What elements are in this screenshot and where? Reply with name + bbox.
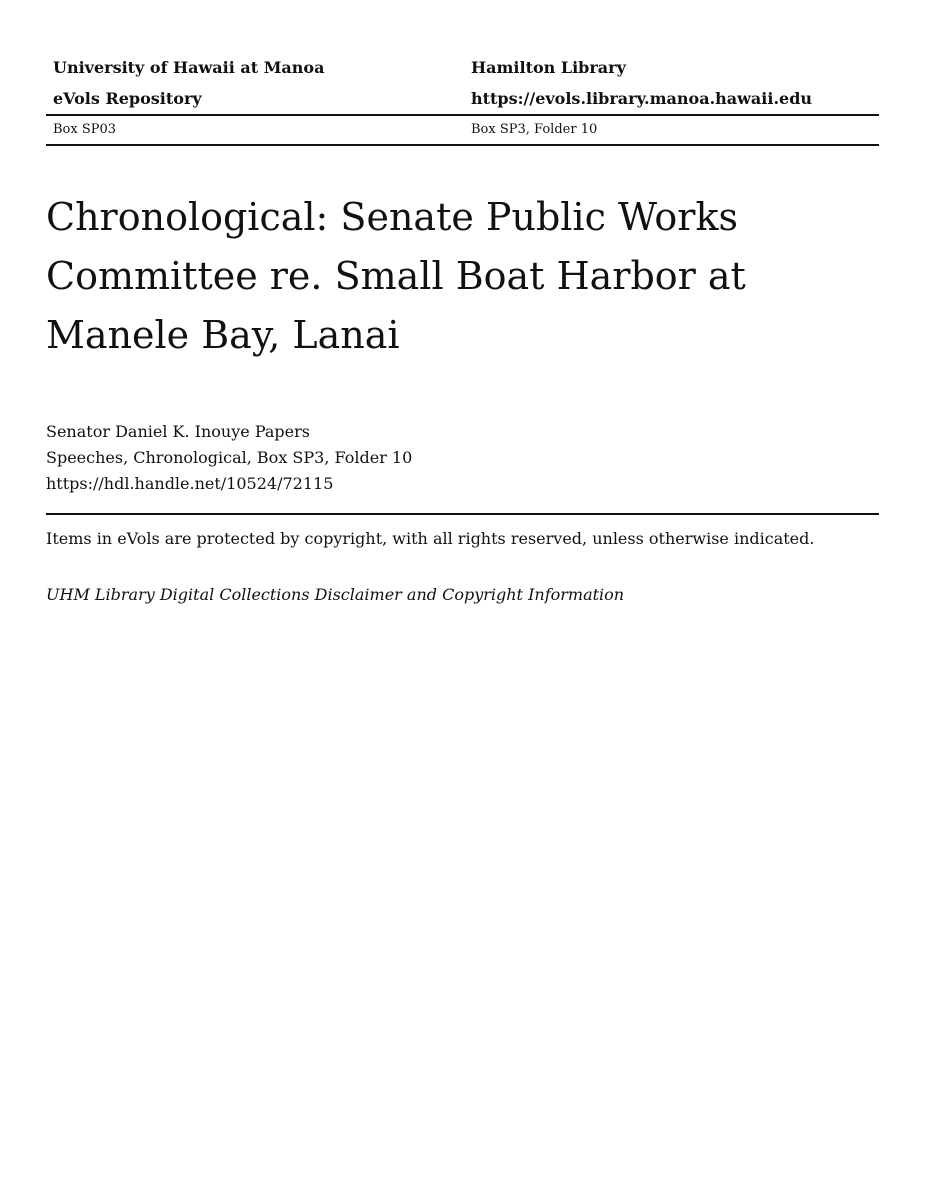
rights-statement: Items in eVols are protected by copyright, with all rights reserved, unless otherwise indicated. [46,529,815,548]
box-folder-label: Box SP3, Folder 10 [471,122,598,137]
document-title: Chronological: Senate Public Works Committee re. Small Boat Harbor at Manele Bay, Lanai [46,195,746,357]
document-metadata [46,419,412,497]
header-row-top [46,52,879,83]
content-divider [46,513,879,515]
handle-link[interactable]: https://hdl.handle.net/10524/72115 [46,474,334,493]
repository-url[interactable]: https://evols.library.manoa.hawaii.edu [471,89,813,108]
box-label: Box SP03 [53,122,117,137]
disclaimer-link[interactable]: UHM Library Digital Collections Disclaimer and Copyright Information [46,585,625,604]
series-info: Speeches, Chronological, Box SP3, Folder 10 [46,448,413,467]
institution-name: University of Hawaii at Manoa [53,58,325,77]
document-header [46,52,879,146]
header-divider-bottom [46,144,879,146]
header-row-bottom [46,116,879,144]
repository-name: eVols Repository [53,89,202,108]
collection-name: Senator Daniel K. Inouye Papers [46,422,310,441]
library-name: Hamilton Library [471,58,626,77]
header-row-middle [46,83,879,114]
